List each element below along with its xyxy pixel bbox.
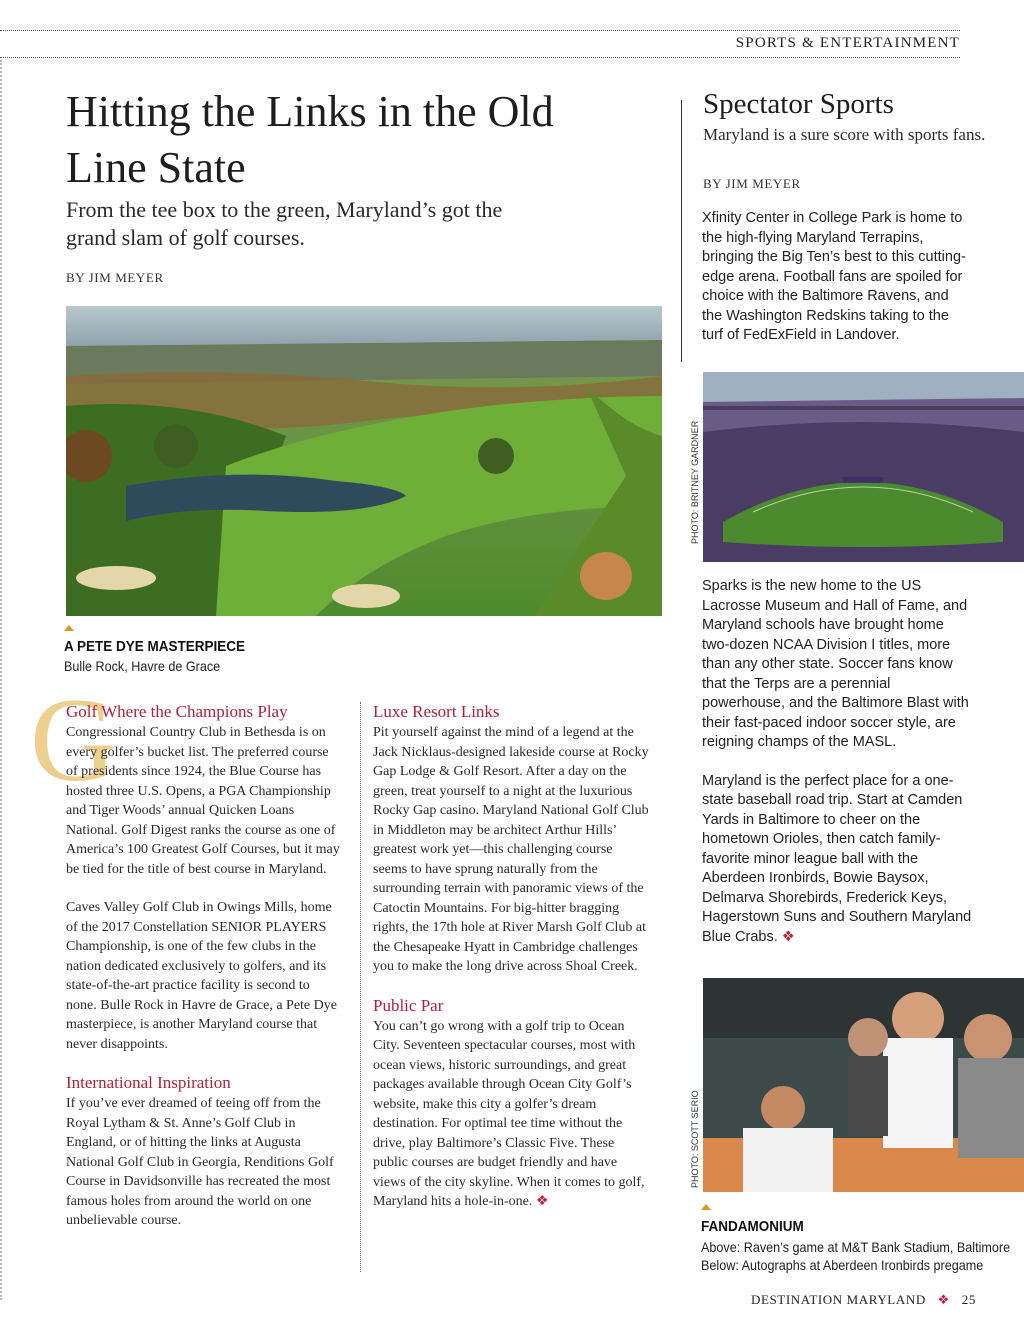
section-body [66,1094,340,1231]
autographs-photo [703,978,1024,1192]
section-body [373,723,649,977]
sidebar-body [702,577,972,947]
sidebar-caption-line: Below: Autographs at Aberdeen Ironbirds pregame [701,1257,984,1273]
sidebar-title: Spectator Sports [703,88,894,120]
paragraph: If you’ve ever dreamed of teeing off from the Royal Lytham & St. Anne’s Golf Club in England, or of hitting the links at Augusta National Golf Club in Georgia, Renditions Golf Course in Davidsonville has recreated the most famous holes from around the world on one unbelievable course. [66,1096,334,1228]
footer-ornament-icon: ❖ [937,1292,950,1307]
article-headline: Hitting the Links in the Old Line State [66,87,554,192]
sidebar-deck: Maryland is a sure score with sports fans. [703,125,986,144]
article-byline: BY JIM MEYER [66,270,164,285]
golf-photo-caption-text: Bulle Rock, Havre de Grace [64,658,221,674]
section-heading: International Inspiration [66,1073,231,1092]
section-body [373,1017,649,1212]
photo-credit: PHOTO: SCOTT SERIO [690,1090,700,1188]
paragraph: Sparks is the new home to the US Lacrosse Museum and Hall of Fame, and Maryland schools have brought home two-dozen NCAA Division I titles, more than any other state. Soccer fans know that the Terps are a perennial powerhouse, and the Baltimore Blast with their fast-paced indoor soccer style, are reigning champs of the MASL. [702,578,969,750]
page-number: 25 [961,1292,976,1307]
golf-course-photo [66,306,662,616]
paragraph: Congressional Country Club in Bethesda is on every golfer’s bucket list. The preferred course of presidents since 1924, the Blue Course has hosted three U.S. Opens, a PGA Championship and Tiger Woods’ annual Quicken Loans National. Golf Digest ranks the course as one of America’s 100 Greatest Golf Courses, but it may be tied for the title of best course in Maryland. [66,725,340,877]
article-deck: From the tee box to the green, Maryland’s got the grand slam of golf courses. [66,197,503,250]
caption-marker [64,625,74,631]
sidebar-caption-title: FANDAMONIUM [701,1218,804,1235]
paragraph: Caves Valley Golf Club in Owings Mills, home of the 2017 Constellation SENIOR PLAYERS Championship, is one of the few clubs in the nation dedicated exclusively to golfers, and its state-of-the-art practice facility is second to none. Bulle Rock in Havre de Grace, a Pete Dye masterpiece, is another Maryland course that never disappoints. [66,900,337,1052]
caption-marker [701,1204,711,1210]
golf-photo-caption-title: A PETE DYE MASTERPIECE [64,638,246,655]
paragraph-text: Maryland is the perfect place for a one-state baseball road trip. Start at Camden Yards in Baltimore to cheer on the hometown Orioles, then catch family-favorite minor league ball with the Aberdeen Ironbirds, Bowie Baysox, Delmarva Shorebirds, Frederick Keys, Hagerstown Suns and Southern Maryland Blue Crabs. [702,772,972,945]
sidebar-byline: BY JIM MEYER [703,176,801,191]
paragraph [702,772,972,948]
sidebar-intro [702,209,970,346]
article-column-left [66,701,340,1231]
drop-cap: G [30,673,117,806]
publication-name: DESTINATION MARYLAND [750,1292,926,1307]
paragraph [373,1017,649,1212]
article-column-middle [373,701,649,1212]
section-heading: Golf Where the Champions Play [66,702,288,721]
stadium-photo [703,372,1024,562]
sidebar-caption-line: Above: Raven’s game at M&T Bank Stadium, Baltimore [701,1239,1011,1255]
section-label: SPORTS & ENTERTAINMENT [735,35,960,51]
header-dotted-rule [0,57,960,58]
end-ornament-icon: ❖ [781,928,795,945]
page-edge-rule [0,60,4,1300]
paragraph: Xfinity Center in College Park is home to the high-flying Maryland Terrapins, bringing the Big Ten’s best to this cutting-edge arena. Football fans are spoiled for choice with the Baltimore Ravens, and the Washington Redskins taking to the turf of FedExField in Landover. [702,210,966,343]
section-heading: Luxe Resort Links [373,702,500,721]
page-footer [751,1292,976,1308]
photo-credit: PHOTO: BRITNEY GARDNER [690,420,700,544]
sidebar-rule [681,100,682,362]
paragraph: Pit yourself against the mind of a legend at the Jack Nicklaus-designed lakeside course at Rocky Gap Lodge & Golf Resort. After a day on the green, treat yourself to a night at the luxurious Rocky Gap casino. Maryland National Golf Club in Middleton may be architect Arthur Hills’ greatest work yet—this challenging course seems to have sprung naturally from the surrounding terrain with panoramic views of the Catoctin Mountains. For big-hitter bragging rights, the 17th hole at River Marsh Golf Club at the Chesapeake Hyatt in Cambridge challenges you to make the long drive across Shoal Creek. [373,725,649,974]
section-body [66,723,340,1054]
paragraph-text: You can’t go wrong with a golf trip to Ocean City. Seventeen spectacular courses, most with ocean views, historic surroundings, and great packages available through Ocean City Golf’s website, make this city a golfer’s dream destination. For optimal tee time without the drive, play Baltimore’s Classic Five. These public courses are budget friendly and have views of the city skyline. When it comes to golf, Maryland hits a hole-in-one. [373,1018,645,1209]
top-dotted-rule [0,30,960,31]
column-dotted-rule [360,702,361,1272]
section-heading: Public Par [373,995,444,1015]
end-ornament-icon: ❖ [535,1194,549,1209]
